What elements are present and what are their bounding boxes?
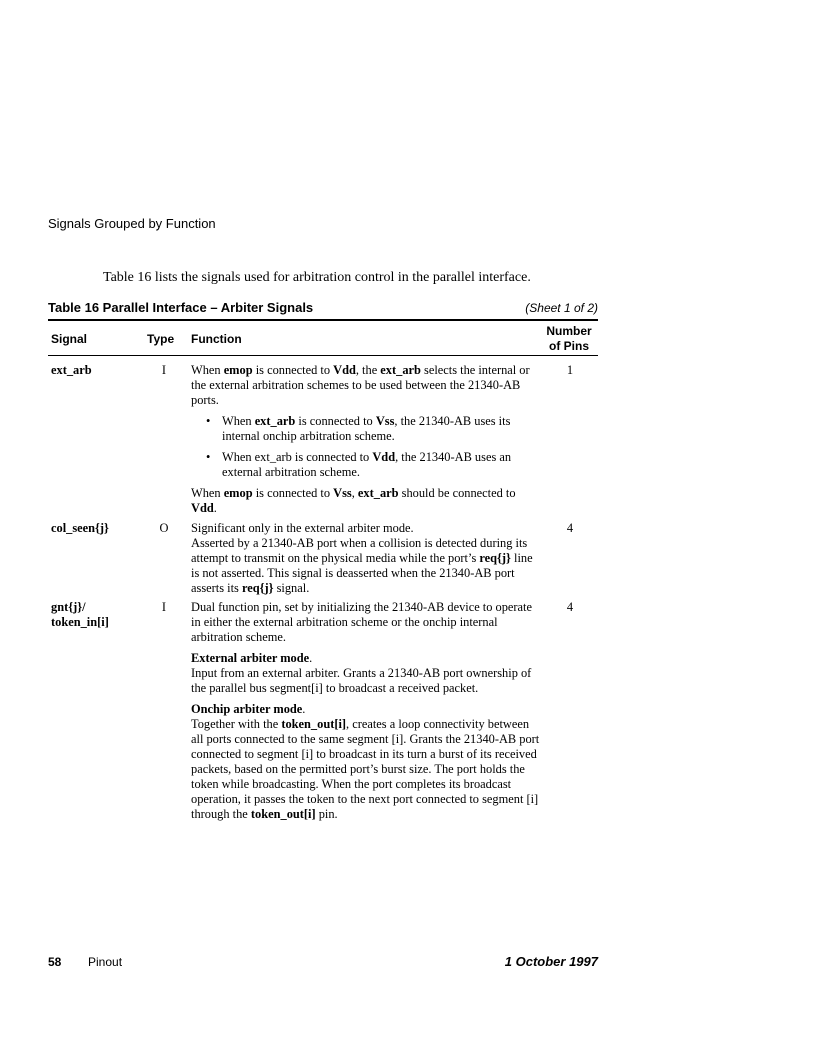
intro-paragraph: Table 16 lists the signals used for arbitration control in the parallel interface. [103,270,531,285]
signal-type: O [159,521,169,535]
signal-type: I [161,363,167,377]
description-paragraph: Asserted by a 21340-AB port when a collision is detected during its attempt to transmit on the physical media while the port’s req{j} line is not asserted. This signal is deasserted when the 21340-AB port asserts its req{j} signal. [191,536,533,595]
table-caption: Table 16 Parallel Interface – Arbiter Signals [48,300,314,315]
function-description [191,363,543,516]
page-number: 58 [48,955,62,969]
description-paragraph: Input from an external arbiter. Grants a 21340-AB port ownership of the parallel bus segment[i] to broadcast a received packet. [191,666,532,695]
pin-count: 4 [566,600,574,614]
sheet-indicator: (Sheet 1 of 2) [525,301,598,315]
bullet-icon: • [206,450,211,464]
description-paragraph: Significant only in the external arbiter mode. [191,521,414,535]
signal-type: I [161,600,167,614]
signal-name-gnt-token-in [51,600,109,630]
running-header: Signals Grouped by Function [48,216,216,231]
description-paragraph: Dual function pin, set by initializing the 21340-AB device to operate in either the external arbitration scheme or the onchip internal arbitration scheme. [191,600,533,644]
signal-name-line1: gnt{j}/ [51,600,86,614]
function-description [191,521,543,596]
signal-name-col-seen: col_seen{j} [51,521,109,535]
column-header-pins [540,324,598,354]
description-paragraph: Together with the token_out[i], creates a loop connectivity between all ports connected to the same segment [i]. Grants the 21340-AB port connected to segment [i] to broadcast in its turn a burst of its received packets, based on the permitted port’s burst size. The port holds the token while broadcasting. When the port completes its broadcast operation, it passes the token to the next port connected to segment [i] through the token_out[i] pin. [191,717,540,821]
signal-name-line2: token_in[i] [51,615,109,629]
bullet-item: • When ext_arb is connected to Vss, the 21340-AB uses its internal onchip arbitration scheme. [206,414,511,443]
pins-header-line1: Number [546,324,592,338]
bullet-item: • When ext_arb is connected to Vdd, the 21340-AB uses an external arbitration scheme. [206,450,512,479]
pin-count: 1 [566,363,574,377]
column-header-signal: Signal [51,332,88,346]
pins-header-line2: of Pins [548,339,589,353]
mode-heading-external: External arbiter mode. [191,651,313,665]
signal-name-ext-arb: ext_arb [51,363,92,377]
bullet-icon: • [206,414,211,428]
column-header-function: Function [191,332,242,346]
function-description [191,600,543,822]
table-header-rule [48,355,598,356]
bullet-list [191,414,543,480]
table-top-rule [48,319,598,321]
description-paragraph: When emop is connected to Vdd, the ext_arb selects the internal or the external arbitration schemes to be used between the 21340-AB ports. [191,363,530,407]
column-header-type: Type [147,332,175,346]
description-paragraph: When emop is connected to Vss, ext_arb should be connected to Vdd. [191,486,516,515]
footer-section: Pinout [88,955,123,969]
mode-heading-onchip: Onchip arbiter mode. [191,702,306,716]
pin-count: 4 [566,521,574,535]
footer-date: 1 October 1997 [504,954,598,969]
